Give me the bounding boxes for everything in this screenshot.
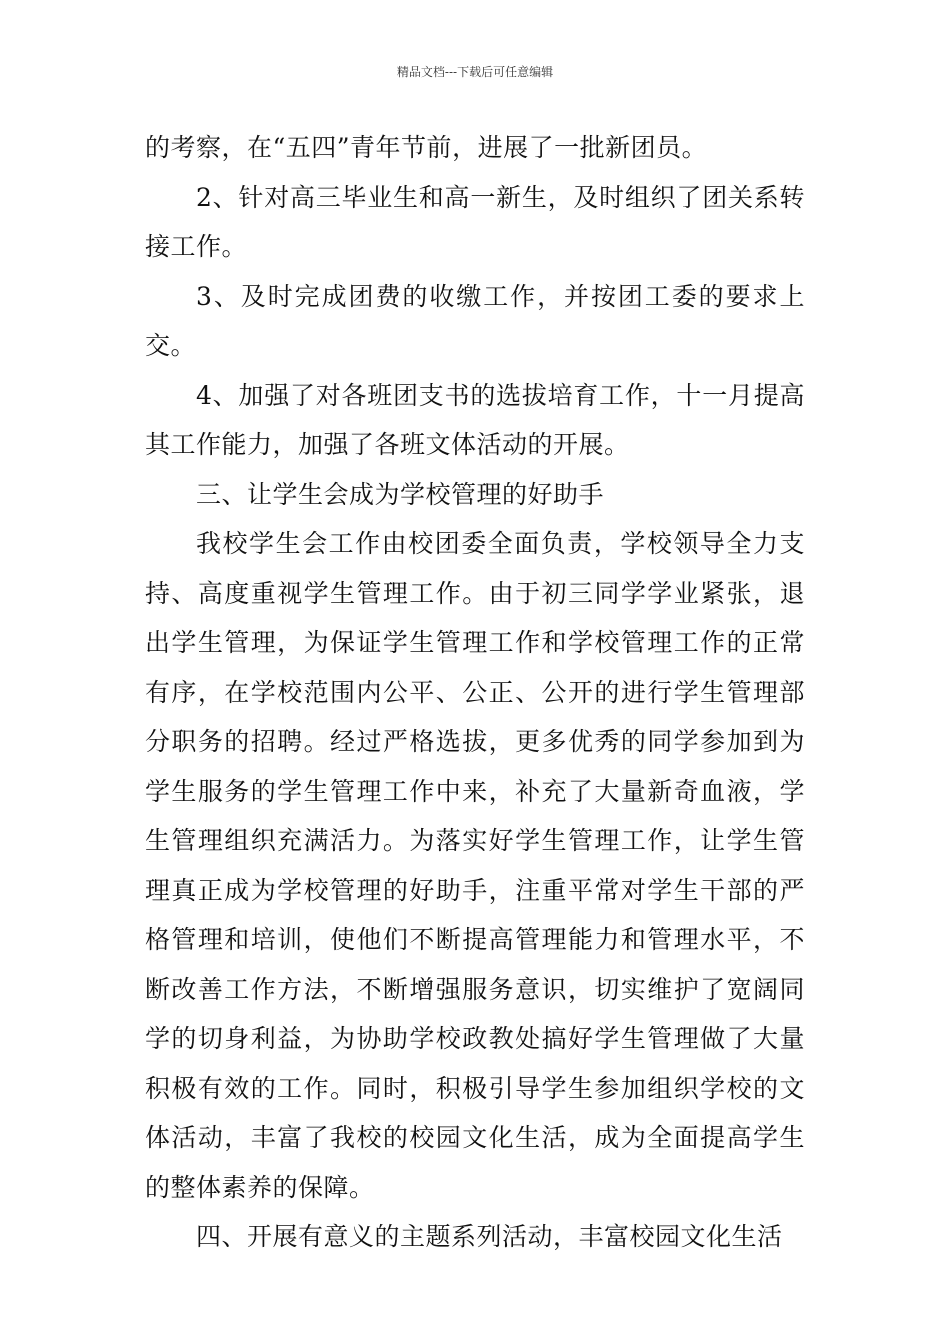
paragraph-item-2: 2、针对高三毕业生和高一新生，及时组织了团关系转接工作。 bbox=[145, 182, 805, 261]
section-heading-3: 三、让学生会成为学校管理的好助手 bbox=[196, 479, 605, 509]
section-heading-4: 四、开展有意义的主题系列活动，丰富校园文化生活 bbox=[196, 1222, 783, 1251]
paragraph-item-3: 3、及时完成团费的收缴工作，并按团工委的要求上交。 bbox=[145, 281, 805, 360]
paragraph-item-4: 4、加强了对各班团支书的选拔培育工作，十一月提高其工作能力，加强了各班文体活动的开展。 bbox=[145, 380, 805, 459]
page-header-watermark: 精品文档---下载后可任意编辑 bbox=[396, 65, 554, 79]
document-body bbox=[145, 123, 805, 1262]
paragraph-student-union: 我校学生会工作由校团委全面负责，学校领导全力支持、高度重视学生管理工作。由于初三同学学业紧张，退出学生管理，为保证学生管理工作和学校管理工作的正常有序，在学校范围内公平、公正、公开的进行学生管理部分职务的招聘。经过严格选拔，更多优秀的同学参加到为学生服务的学生管理工作中来，补充了大量新奇血液，学生管理组织充满活力。为落实好学生管理工作，让学生管理真正成为学校管理的好助手，注重平常对学生干部的严格管理和培训，使他们不断提高管理能力和管理水平，不断改善工作方法，不断增强服务意识，切实维护了宽阔同学的切身利益，为协助学校政教处搞好学生管理做了大量积极有效的工作。同时，积极引导学生参加组织学校的文体活动，丰富了我校的校园文化生活，成为全面提高学生的整体素养的保障。 bbox=[145, 529, 805, 1202]
paragraph-continuation: 的考察，在“五四”青年节前，进展了一批新团员。 bbox=[145, 133, 708, 162]
